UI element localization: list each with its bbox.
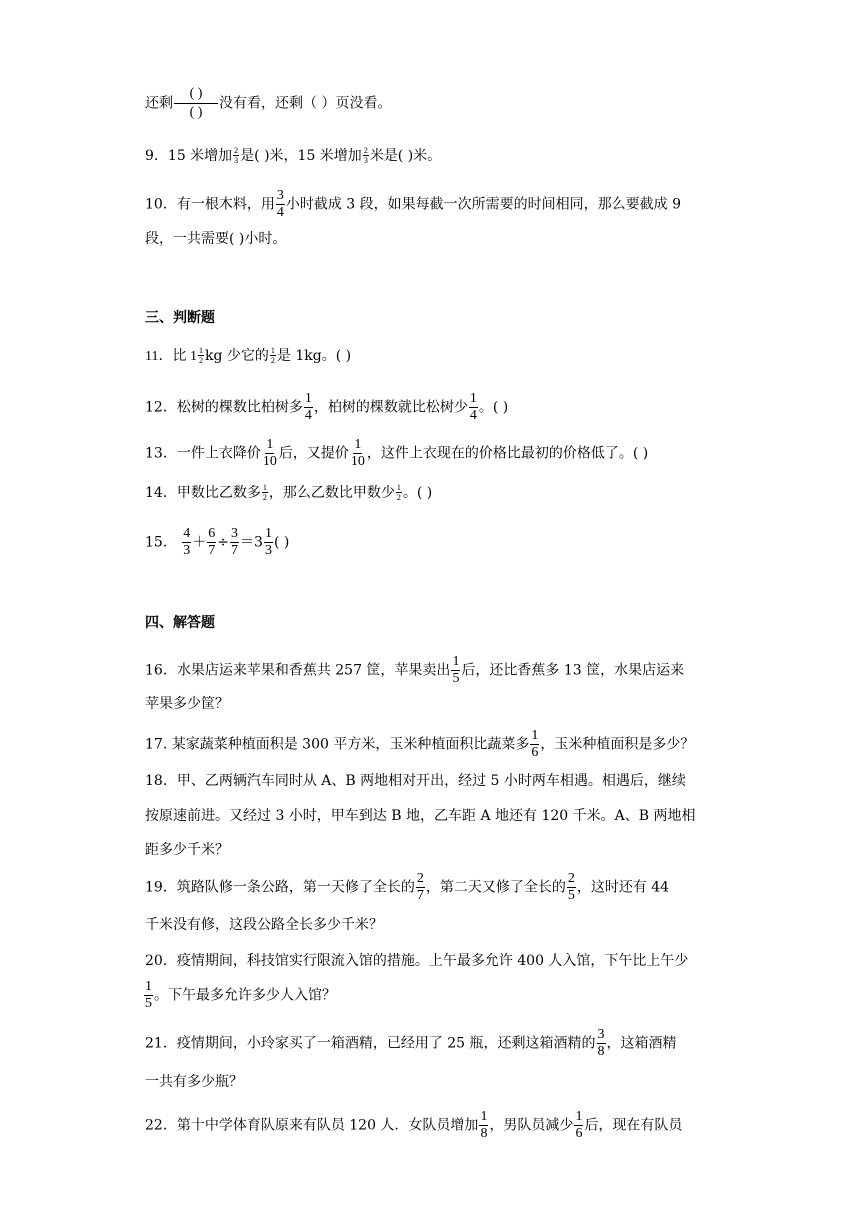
q15-fraction-1 <box>182 527 191 558</box>
q11-f1-denominator: 2 <box>198 356 203 365</box>
q15-f2-numerator: 6 <box>208 526 216 541</box>
q9-f1-denominator: 3 <box>234 156 239 165</box>
q19-f2-numerator: 2 <box>567 871 575 886</box>
q11-text-c: 是 1kg。( ) <box>276 348 352 364</box>
question-22 <box>145 1110 682 1141</box>
q11-fraction-1 <box>198 347 204 365</box>
q8-blank-numerator: ( ) <box>174 87 218 104</box>
q15-fraction-3 <box>230 527 239 558</box>
q12-text-c: 。( ) <box>478 399 509 416</box>
q9-fraction-2 <box>363 147 369 165</box>
question-18-line-3: 距多少千米？ <box>145 842 229 858</box>
q22-f1-denominator: 8 <box>480 1126 488 1141</box>
q17-numerator: 1 <box>531 728 539 743</box>
q15-f1-denominator: 3 <box>183 543 191 558</box>
q8-text-a: 还剩 <box>145 95 173 112</box>
q15-op-plus: ＋ <box>192 534 207 551</box>
q16-denominator: 5 <box>452 671 460 686</box>
q22-f2-denominator: 6 <box>575 1126 583 1141</box>
q19-f1-numerator: 2 <box>416 871 424 886</box>
q21-numerator: 3 <box>597 1027 605 1042</box>
q9-text-c: 米是( )米。 <box>369 148 442 164</box>
section-4-title: 四、解答题 <box>145 615 215 631</box>
q15-equals: ＝3 <box>240 534 263 551</box>
q14-f1-numerator: 1 <box>262 483 267 492</box>
question-15 <box>145 527 289 558</box>
q14-f1-denominator: 2 <box>262 493 267 502</box>
q20-numerator: 1 <box>145 979 152 994</box>
q20-denominator: 5 <box>145 996 152 1011</box>
q15-fraction-2 <box>207 527 216 558</box>
q12-text-b: ，柏树的棵数就比松树少 <box>313 399 468 416</box>
q22-text-b: ，男队员减少 <box>489 1117 574 1134</box>
q22-f1-numerator: 1 <box>480 1109 488 1124</box>
q9-f2-denominator: 3 <box>363 156 368 165</box>
question-13 <box>145 438 648 469</box>
q15-op-divide: ÷ <box>217 534 230 551</box>
q12-text-a: 12．松树的棵数比柏树多 <box>145 399 303 416</box>
q13-f2-numerator: 1 <box>354 437 362 452</box>
q8-text-b: 没有看，还剩（ ）页没看。 <box>219 95 392 112</box>
q15-f4-numerator: 1 <box>264 526 272 541</box>
q13-f1-denominator: 10 <box>262 454 277 469</box>
q21-denominator: 8 <box>597 1044 605 1059</box>
q15-fraction-4 <box>264 527 273 558</box>
q22-f2-numerator: 1 <box>575 1109 583 1124</box>
q16-text-b: 后，还比香蕉多 13 筐，水果店运来 <box>461 662 685 679</box>
q14-fraction-2 <box>396 484 402 502</box>
q14-text-b: ，那么乙数比甲数少 <box>268 485 395 501</box>
q12-f1-denominator: 4 <box>304 408 312 423</box>
q10-denominator: 4 <box>276 205 284 220</box>
q13-fraction-2 <box>350 438 366 469</box>
q14-text-a: 14．甲数比乙数多 <box>145 485 261 501</box>
q22-text-c: 后，现在有队员 <box>584 1117 683 1134</box>
q12-f2-numerator: 1 <box>469 391 477 406</box>
question-8-tail <box>145 87 391 120</box>
q16-fraction <box>451 655 460 686</box>
question-16-line-2: 苹果多少筐？ <box>145 696 229 712</box>
q9-fraction-1 <box>233 147 239 165</box>
q11-fraction-2 <box>270 347 276 365</box>
question-17 <box>145 729 694 760</box>
q10-fraction <box>276 189 285 220</box>
q17-text-b: ，玉米种植面积是多少？ <box>540 736 695 753</box>
q13-text-b: 后，又提价 <box>278 445 349 462</box>
q12-fraction-2 <box>469 392 478 423</box>
q12-fraction-1 <box>304 392 313 423</box>
q17-text-a: 17. 某家蔬菜种植面积是 300 平方米，玉米种植面积比蔬菜多 <box>145 736 530 753</box>
q16-text-a: 16．水果店运来苹果和香蕉共 257 筐，苹果卖出 <box>145 662 451 679</box>
q15-f3-denominator: 7 <box>231 543 239 558</box>
q13-text-c: ，这件上衣现在的价格比最初的价格低了。( ) <box>366 445 649 462</box>
question-14 <box>145 482 432 504</box>
q13-text-a: 13．一件上衣降价 <box>145 445 261 462</box>
q15-f1-numerator: 4 <box>183 526 191 541</box>
question-18-line-1: 18．甲、乙两辆汽车同时从 A、B 两地相对开出，经过 5 小时两车相遇。相遇后，继续 <box>145 773 686 789</box>
question-10-line-2: 段，一共需要( )小时。 <box>145 231 287 247</box>
q14-f2-denominator: 2 <box>396 493 401 502</box>
question-21-line-2: 一共有多少瓶？ <box>145 1074 243 1090</box>
q9-text-b: 是( )米，15 米增加 <box>240 148 362 164</box>
q21-text-a: 21．疫情期间，小玲家买了一箱酒精，已经用了 25 瓶，还剩这箱酒精的 <box>145 1035 596 1052</box>
q21-fraction <box>597 1028 606 1059</box>
q11-f2-denominator: 2 <box>270 356 275 365</box>
question-18-line-2: 按原速前进。又经过 3 小时，甲车到达 B 地，乙车距 A 地还有 120 千米。A、B 两地相 <box>145 808 696 824</box>
question-20-line-1: 20．疫情期间，科技馆实行限流入馆的措施。上午最多允许 400 人入馆，下午比上午少 <box>145 953 689 969</box>
q19-fraction-1 <box>416 872 425 903</box>
q17-denominator: 6 <box>531 745 539 760</box>
q22-text-a: 22．第十中学体育队原来有队员 120 人．女队员增加 <box>145 1117 479 1134</box>
q19-fraction-2 <box>567 872 576 903</box>
q15-text-a: 15． <box>145 534 177 551</box>
q16-numerator: 1 <box>452 654 460 669</box>
question-10 <box>145 189 681 220</box>
q10-text-b: 小时截成 3 段，如果每截一次所需要的时间相同，那么要截成 9 <box>285 196 681 213</box>
q13-f1-numerator: 1 <box>266 437 274 452</box>
q13-f2-denominator: 10 <box>350 454 365 469</box>
q15-answer-blank: ( ) <box>273 534 290 551</box>
question-21 <box>145 1028 677 1059</box>
q13-fraction-1 <box>262 438 278 469</box>
q9-text-a: 9．15 米增加 <box>145 148 233 164</box>
q8-blank-fraction <box>174 87 218 120</box>
q12-f2-denominator: 4 <box>469 408 477 423</box>
q15-f2-denominator: 7 <box>208 543 216 558</box>
q14-text-c: 。( ) <box>402 485 433 501</box>
q20-fraction <box>144 980 153 1011</box>
question-9 <box>145 145 441 167</box>
q15-f4-denominator: 3 <box>264 543 272 558</box>
q15-f3-numerator: 3 <box>231 526 239 541</box>
q14-f2-numerator: 1 <box>396 483 401 492</box>
q19-text-c: ，这时还有 44 <box>576 879 670 896</box>
question-11 <box>145 345 351 368</box>
question-19 <box>145 872 669 903</box>
q11-text-a: 11．比 1 <box>145 349 197 364</box>
question-12 <box>145 392 508 423</box>
q9-f1-numerator: 2 <box>234 146 239 155</box>
section-3-title: 三、判断题 <box>145 310 215 326</box>
q21-text-b: ，这箱酒精 <box>606 1035 677 1052</box>
q11-f1-numerator: 1 <box>198 346 203 355</box>
q12-f1-numerator: 1 <box>304 391 312 406</box>
q22-fraction-1 <box>479 1110 488 1141</box>
q19-text-a: 19．筑路队修一条公路，第一天修了全长的 <box>145 879 415 896</box>
question-19-line-2: 千米没有修，这段公路全长多少千米？ <box>145 917 383 933</box>
q10-numerator: 3 <box>276 188 284 203</box>
q20-text-b: 。下午最多允许多少人入馆？ <box>154 987 336 1004</box>
question-20-line-2 <box>143 980 336 1011</box>
q14-fraction-1 <box>262 484 268 502</box>
q9-f2-numerator: 2 <box>363 146 368 155</box>
question-16 <box>145 655 684 686</box>
q10-text-a: 10．有一根木料，用 <box>145 196 275 213</box>
q8-blank-denominator: ( ) <box>189 105 203 120</box>
q19-text-b: ，第二天又修了全长的 <box>425 879 566 896</box>
q22-fraction-2 <box>574 1110 583 1141</box>
q17-fraction <box>530 729 539 760</box>
q19-f1-denominator: 7 <box>416 888 424 903</box>
q11-f2-numerator: 1 <box>270 346 275 355</box>
q19-f2-denominator: 5 <box>567 888 575 903</box>
q11-text-b: kg 少它的 <box>204 348 269 364</box>
